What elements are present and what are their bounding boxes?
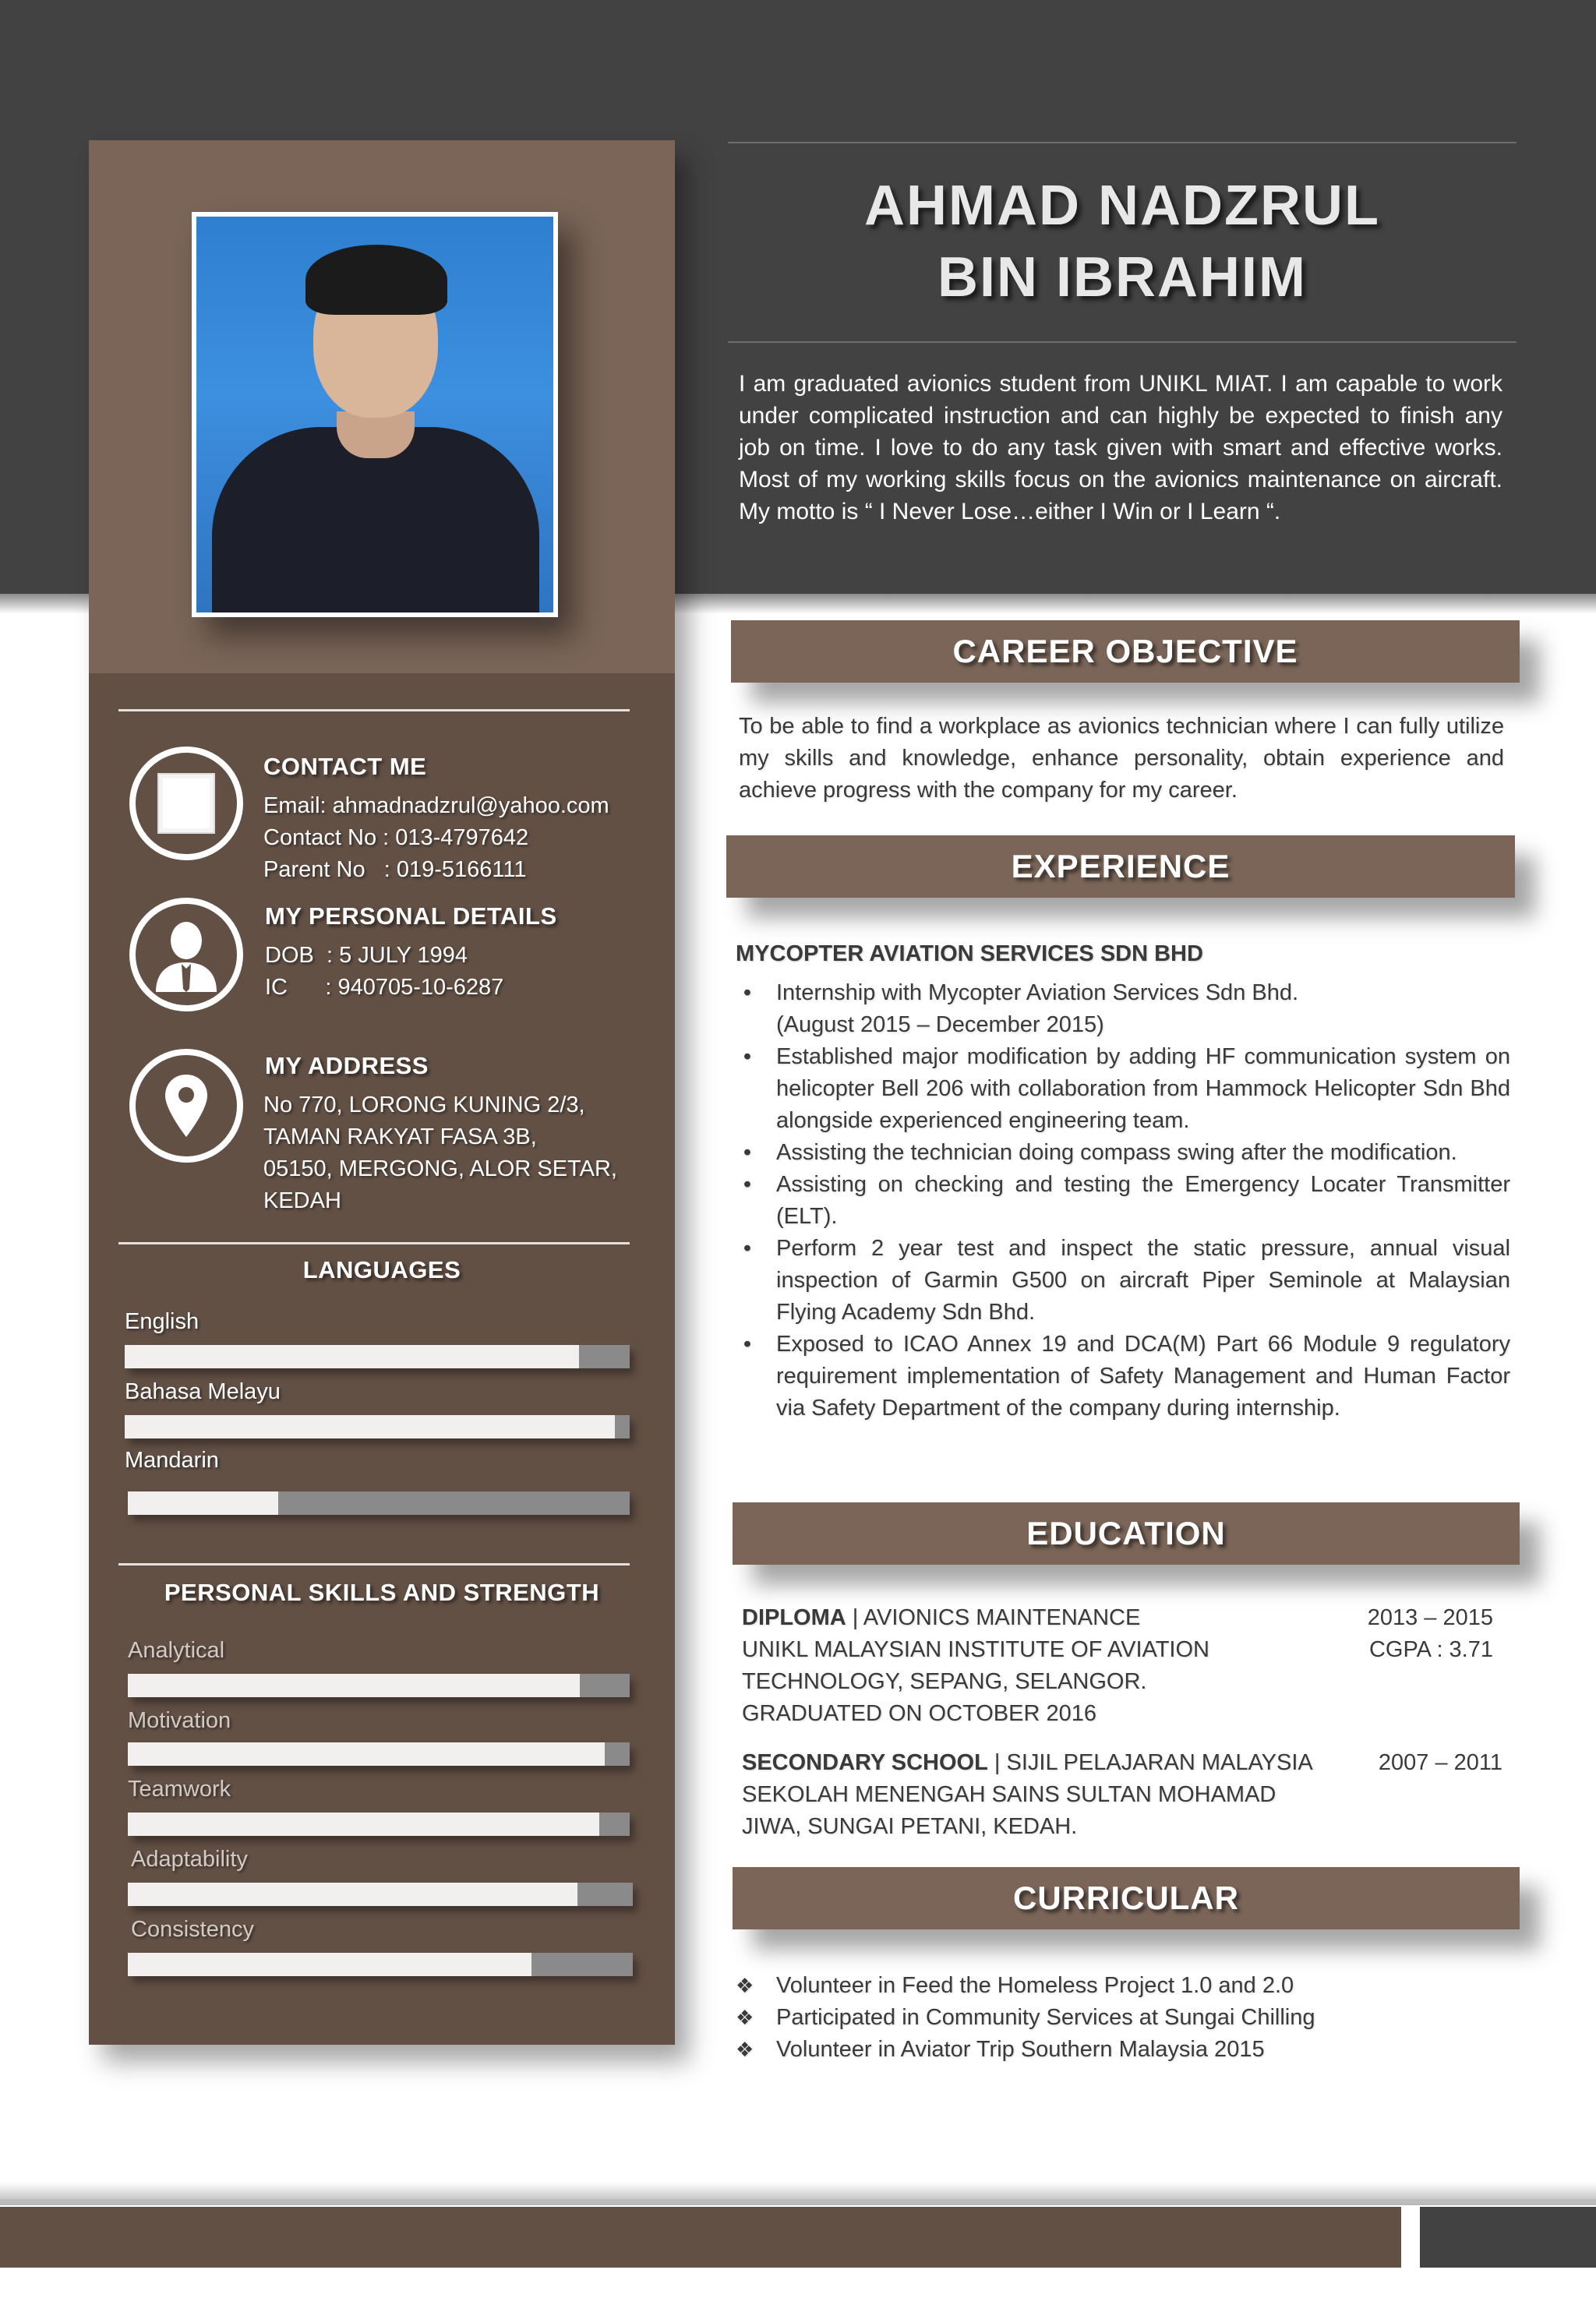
contact-icon-circle	[129, 747, 243, 860]
diploma-level: DIPLOMA	[742, 1605, 846, 1630]
diploma-years: 2013 – 2015	[1367, 1605, 1493, 1630]
language-label: Bahasa Melayu	[125, 1379, 281, 1404]
skill-bar	[128, 1813, 630, 1836]
address-icon-circle	[129, 1049, 243, 1163]
photo-image	[196, 217, 553, 612]
user-icon	[151, 917, 221, 992]
curricular-title: CURRICULAR	[1013, 1880, 1239, 1916]
secondary-level: SECONDARY SCHOOL	[742, 1750, 988, 1775]
experience-item-text: Perform 2 year test and inspect the static pressure, annual visual inspection of Garmin G500 on aircraft Piper Seminole at Malaysian Flying Academy Sdn Bhd.	[776, 1236, 1510, 1325]
skill-bar-fill	[128, 1674, 580, 1697]
photo-neck	[337, 411, 415, 458]
secondary-school-line-2: JIWA, SUNGAI PETANI, KEDAH.	[742, 1814, 1078, 1839]
diamond-bullet-icon: ❖	[736, 2006, 754, 2029]
curricular-item	[736, 1970, 1315, 2002]
name-top-rule	[728, 142, 1517, 143]
skill-bar	[128, 1883, 633, 1906]
secondary-title	[742, 1747, 1313, 1779]
diploma-separator: |	[846, 1605, 863, 1630]
diamond-bullet-icon: ❖	[736, 1974, 754, 1997]
address-line-1: No 770, LORONG KUNING 2/3,	[263, 1092, 585, 1117]
skill-label: Analytical	[128, 1638, 225, 1663]
experience-item-text: Internship with Mycopter Aviation Services Sdn Bhd.	[776, 980, 1299, 1005]
address-line-3: 05150, MERGONG, ALOR SETAR,	[263, 1156, 617, 1181]
address-line-2: TAMAN RAKYAT FASA 3B,	[263, 1124, 537, 1149]
bullet-mark: •	[743, 1044, 752, 1069]
education-title: EDUCATION	[1026, 1515, 1226, 1551]
experience-list	[736, 977, 1510, 1424]
skill-label: Consistency	[131, 1917, 254, 1942]
location-pin-icon	[164, 1073, 209, 1138]
diploma-graduated: GRADUATED ON OCTOBER 2016	[742, 1701, 1096, 1726]
photo-hair	[305, 245, 447, 315]
curricular-item-text: Volunteer in Feed the Homeless Project 1.0 and 2.0	[776, 1973, 1294, 1998]
experience-item-text: Assisting on checking and testing the Emergency Locater Transmitter (ELT).	[776, 1172, 1510, 1229]
personal-icon-circle	[129, 898, 243, 1011]
experience-item-period: (August 2015 – December 2015)	[776, 1012, 1104, 1037]
skill-bar	[128, 1742, 630, 1766]
footer-brown-bar	[0, 2207, 1401, 2268]
name-line-2: BIN IBRAHIM	[937, 246, 1307, 309]
language-bar-fill	[125, 1415, 615, 1438]
name-line-1: AHMAD NADZRUL	[864, 175, 1380, 237]
experience-header	[726, 835, 1515, 898]
skill-label: Teamwork	[128, 1777, 231, 1802]
career-objective-title: CAREER OBJECTIVE	[952, 633, 1298, 669]
sidebar-divider	[118, 1563, 630, 1565]
languages-heading: LANGUAGES	[302, 1256, 461, 1283]
bullet-mark: •	[743, 1172, 752, 1197]
curricular-item	[736, 2002, 1315, 2034]
personal-heading: MY PERSONAL DETAILS	[265, 902, 557, 930]
diploma-school-line-2: TECHNOLOGY, SEPANG, SELANGOR.	[742, 1669, 1147, 1694]
education-header	[733, 1502, 1520, 1565]
skill-label: Motivation	[128, 1708, 231, 1733]
secondary-school-line-1: SEKOLAH MENENGAH SAINS SULTAN MOHAMAD	[742, 1782, 1276, 1807]
full-name	[728, 170, 1517, 313]
language-bar-fill	[125, 1345, 579, 1368]
diamond-bullet-icon: ❖	[736, 2038, 754, 2061]
experience-item	[736, 977, 1510, 1041]
language-bar	[128, 1491, 630, 1515]
sidebar-divider	[118, 709, 630, 711]
curricular-item-text: Participated in Community Services at Sungai Chilling	[776, 2005, 1315, 2030]
skill-bar	[128, 1953, 633, 1976]
language-bar	[125, 1415, 630, 1438]
footer-rule	[0, 2199, 1596, 2204]
diploma-cgpa: CGPA : 3.71	[1368, 1637, 1493, 1662]
bullet-mark: •	[743, 1140, 752, 1165]
skill-label: Adaptability	[131, 1847, 248, 1872]
footer-dark-block	[1420, 2207, 1596, 2268]
experience-item	[736, 1169, 1510, 1233]
secondary-course: SIJIL PELAJARAN MALAYSIA	[1006, 1750, 1313, 1775]
personal-ic: IC : 940705-10-6287	[265, 975, 504, 1000]
bullet-mark: •	[743, 1332, 752, 1357]
contact-parent-phone: Parent No : 019-5166111	[263, 857, 527, 882]
diploma-course: AVIONICS MAINTENANCE	[863, 1605, 1141, 1630]
bullet-mark: •	[743, 1236, 752, 1261]
experience-item	[736, 1041, 1510, 1137]
language-bar-fill	[128, 1491, 278, 1515]
sidebar	[89, 140, 675, 2045]
curricular-header	[733, 1867, 1520, 1929]
secondary-years: 2007 – 2011	[1378, 1750, 1502, 1775]
experience-item-text: Assisting the technician doing compass swing after the modification.	[776, 1140, 1457, 1165]
experience-item-text: Exposed to ICAO Annex 19 and DCA(M) Part 66 Module 9 regulatory requirement implementation of Safety Management and Human Factor via Safety Department of the company during internship.	[776, 1332, 1510, 1421]
curricular-list	[736, 1970, 1315, 2066]
experience-item	[736, 1233, 1510, 1329]
curricular-item	[736, 2034, 1315, 2066]
profile-photo	[192, 212, 558, 617]
address-line-4: KEDAH	[263, 1188, 341, 1213]
career-objective-header	[731, 620, 1520, 683]
skills-heading: PERSONAL SKILLS AND STRENGTH	[164, 1579, 600, 1606]
address-heading: MY ADDRESS	[265, 1052, 429, 1079]
language-label: Mandarin	[125, 1448, 219, 1473]
diploma-title	[742, 1602, 1140, 1634]
skill-bar-fill	[128, 1953, 531, 1976]
language-label: English	[125, 1309, 200, 1334]
language-bar	[125, 1345, 630, 1368]
secondary-separator: |	[987, 1750, 1007, 1775]
skill-bar-fill	[128, 1883, 577, 1906]
sidebar-divider	[118, 1242, 630, 1244]
curricular-item-text: Volunteer in Aviator Trip Southern Malaysia 2015	[776, 2037, 1265, 2062]
name-bottom-rule	[728, 341, 1517, 343]
experience-item	[736, 1137, 1510, 1169]
diploma-school-line-1: UNIKL MALAYSIAN INSTITUTE OF AVIATION	[742, 1637, 1209, 1662]
contact-heading: CONTACT ME	[263, 753, 427, 780]
experience-title: EXPERIENCE	[1011, 848, 1231, 884]
experience-item-text: Established major modification by adding HF communication system on helicopter Bell 206 with collaboration from Hammock Helicopter Sdn Bhd alongside experienced engineering team.	[776, 1044, 1510, 1133]
skill-bar-fill	[128, 1813, 599, 1836]
experience-item	[736, 1329, 1510, 1424]
intro-paragraph: I am graduated avionics student from UNIKL MIAT. I am capable to work under complicated instruction and can highly be expected to finish any job on time. I love to do any task given with smart and effective works. Most of my working skills focus on the avionics maintenance on aircraft. My motto is “ I Never Lose…either I Win or I Learn “.	[739, 371, 1502, 524]
contact-phone: Contact No : 013-4797642	[263, 825, 529, 850]
career-objective-text: To be able to find a workplace as avionics technician where I can fully utilize my skills and knowledge, enhance personality, obtain experience and achieve progress with the company for my career.	[739, 714, 1504, 803]
phone-icon	[157, 772, 216, 835]
skill-bar-fill	[128, 1742, 605, 1766]
skill-bar	[128, 1674, 630, 1697]
personal-dob: DOB : 5 JULY 1994	[265, 943, 468, 968]
contact-email: Email: ahmadnadzrul@yahoo.com	[263, 793, 609, 818]
experience-company: MYCOPTER AVIATION SERVICES SDN BHD	[736, 941, 1203, 966]
bullet-mark: •	[743, 980, 752, 1005]
